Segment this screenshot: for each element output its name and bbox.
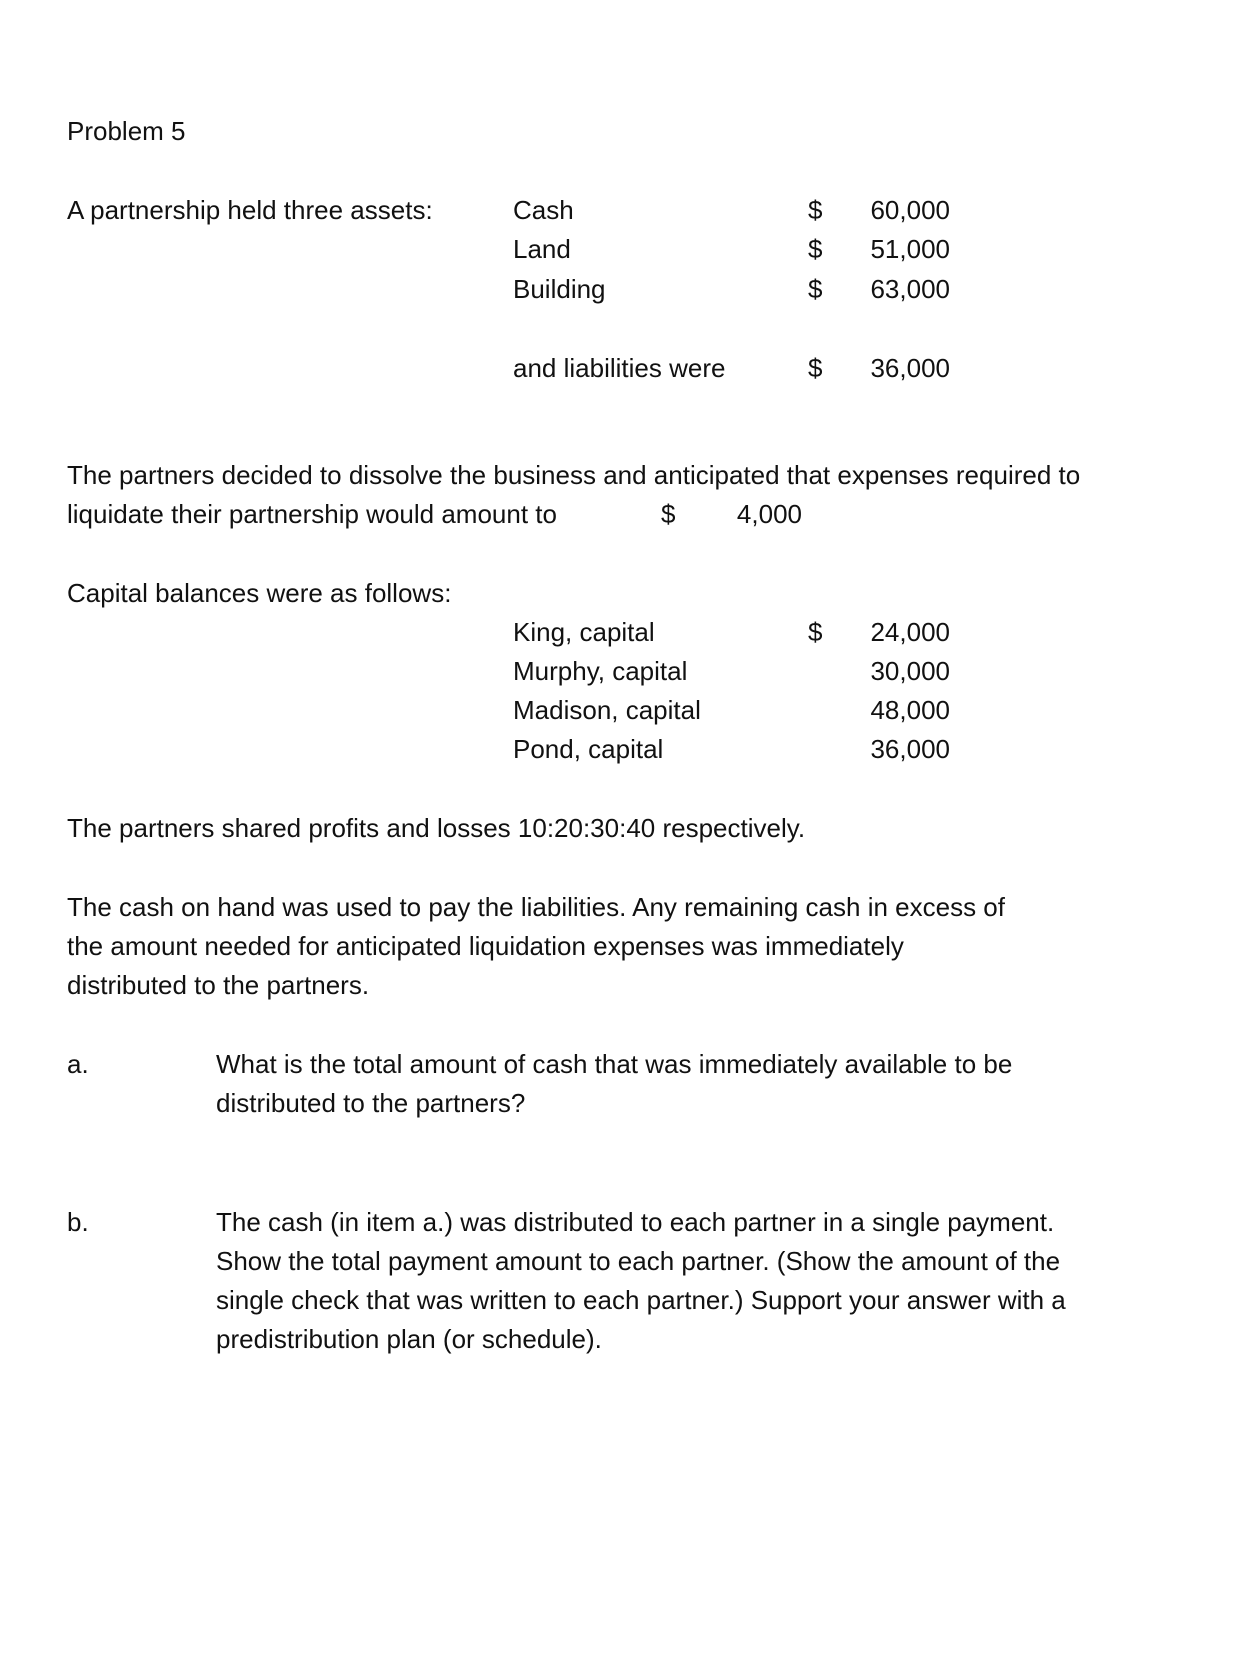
asset-label: Cash (513, 195, 574, 225)
dissolve-line-1: The partners decided to dissolve the business and anticipated that expenses required to (67, 460, 1081, 490)
question-b-line: predistribution plan (or schedule). (216, 1324, 602, 1354)
profit-loss-ratio: The partners shared profits and losses 10:20:30:40 respectively. (67, 813, 806, 843)
capital-amount: 24,000 (870, 617, 950, 647)
asset-amount: 63,000 (870, 274, 950, 304)
asset-dollar: $ (808, 234, 823, 264)
asset-label: Building (513, 274, 606, 304)
question-b-line: Show the total payment amount to each partner. (Show the amount of the (216, 1246, 1061, 1276)
question-a-letter: a. (67, 1049, 89, 1079)
asset-amount: 51,000 (870, 234, 950, 264)
expense-dollar: $ (661, 499, 676, 529)
capital-intro: Capital balances were as follows: (67, 578, 452, 608)
question-b-letter: b. (67, 1207, 89, 1237)
capital-label: Murphy, capital (513, 656, 688, 686)
dissolve-line-2: liquidate their partnership would amount to (67, 499, 557, 529)
liabilities-dollar: $ (808, 353, 823, 383)
question-b-line: The cash (in item a.) was distributed to each partner in a single payment. (216, 1207, 1055, 1237)
assets-intro: A partnership held three assets: (67, 195, 433, 225)
cash-paragraph-line: distributed to the partners. (67, 970, 370, 1000)
cash-paragraph-line: The cash on hand was used to pay the liabilities. Any remaining cash in excess of (67, 892, 1005, 922)
asset-amount: 60,000 (870, 195, 950, 225)
capital-amount: 36,000 (870, 734, 950, 764)
expense-amount: 4,000 (736, 499, 802, 529)
capital-amount: 30,000 (870, 656, 950, 686)
question-a-line: What is the total amount of cash that was immediately available to be (216, 1049, 1013, 1079)
asset-dollar: $ (808, 195, 823, 225)
question-b-line: single check that was written to each partner.) Support your answer with a (216, 1285, 1066, 1315)
cash-paragraph-line: the amount needed for anticipated liquidation expenses was immediately (67, 931, 904, 961)
liabilities-label: and liabilities were (513, 353, 726, 383)
capital-label: Madison, capital (513, 695, 701, 725)
capital-label: Pond, capital (513, 734, 664, 764)
asset-label: Land (513, 234, 571, 264)
asset-dollar: $ (808, 274, 823, 304)
capital-dollar: $ (808, 617, 823, 647)
problem-title: Problem 5 (67, 116, 186, 146)
liabilities-amount: 36,000 (870, 353, 950, 383)
capital-amount: 48,000 (870, 695, 950, 725)
question-a-line: distributed to the partners? (216, 1088, 526, 1118)
capital-label: King, capital (513, 617, 655, 647)
